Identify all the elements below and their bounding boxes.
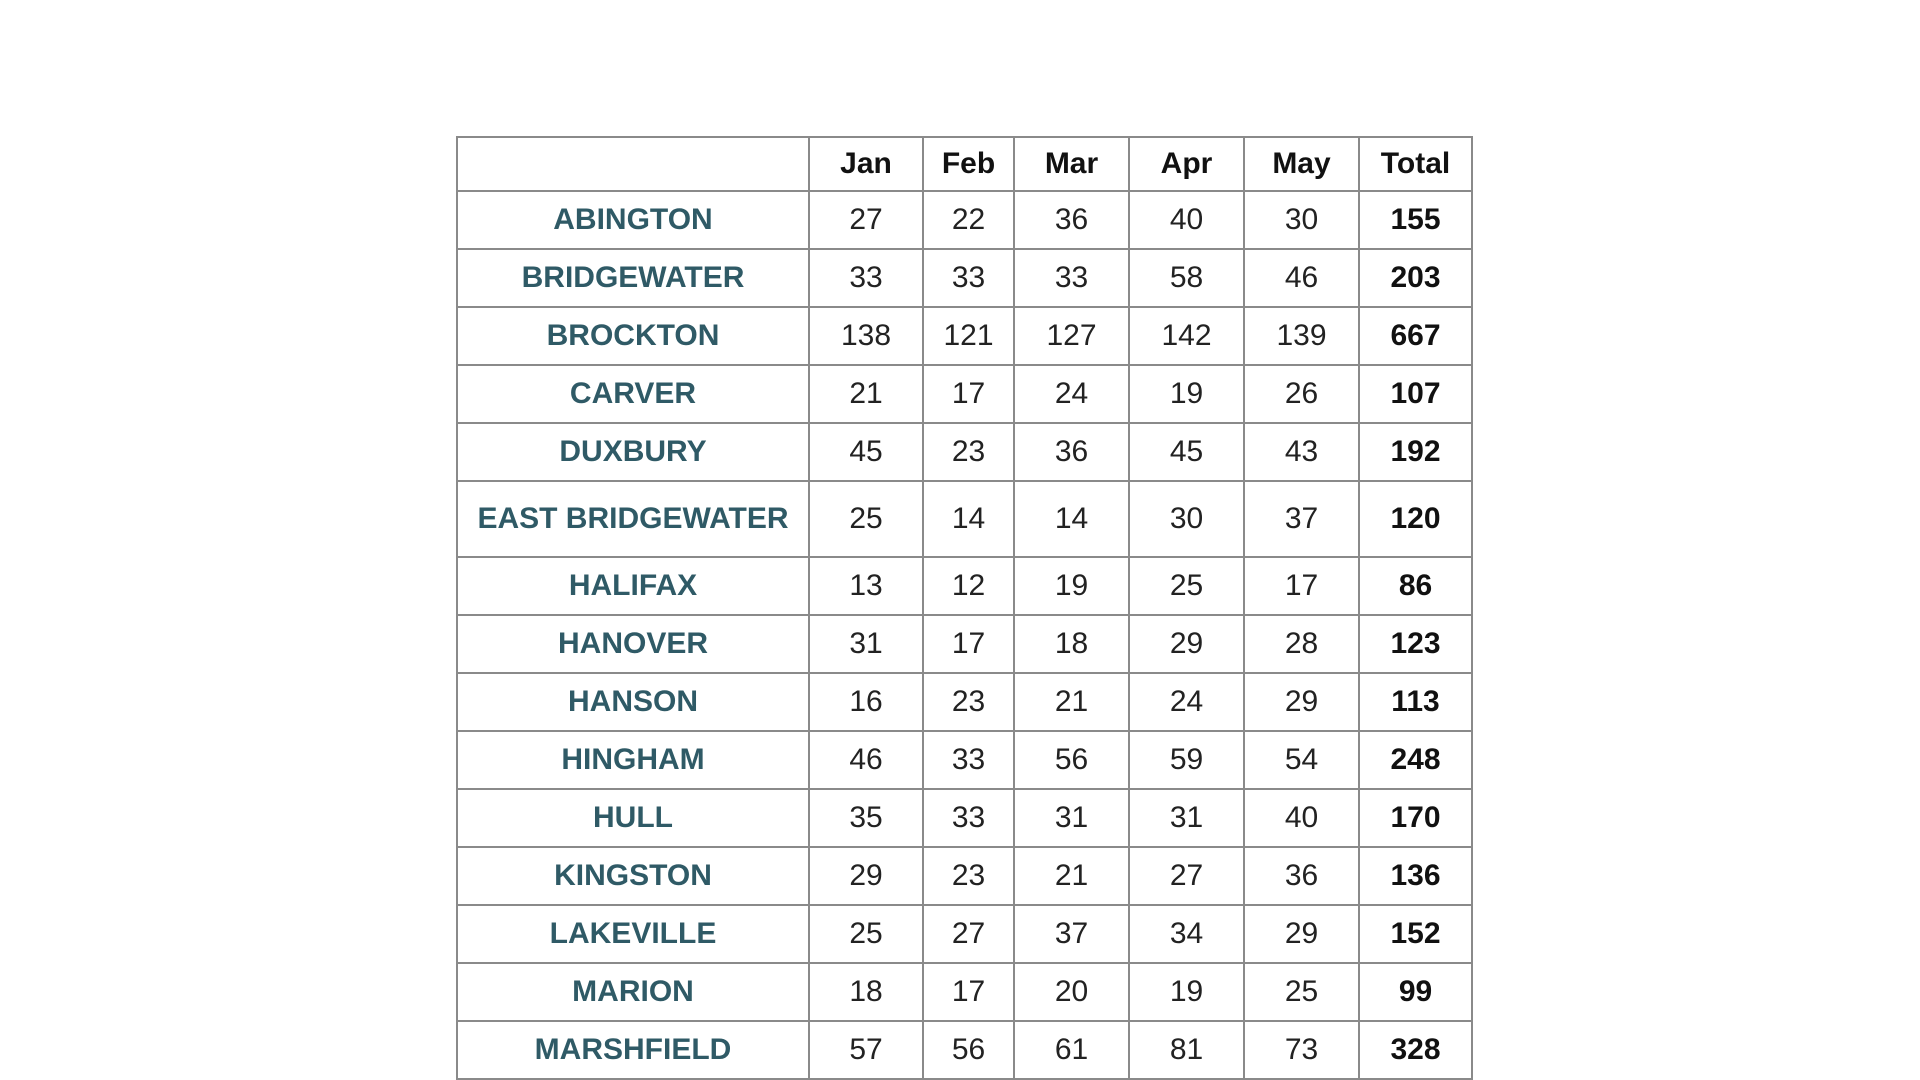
town-name: CARVER	[457, 365, 809, 423]
town-name: DUXBURY	[457, 423, 809, 481]
month-value: 36	[1014, 191, 1129, 249]
table-row	[457, 191, 1472, 249]
month-value: 23	[923, 673, 1014, 731]
month-value: 27	[809, 191, 923, 249]
town-name: HULL	[457, 789, 809, 847]
month-value: 56	[1014, 731, 1129, 789]
month-value: 45	[1129, 423, 1244, 481]
table-row	[457, 789, 1472, 847]
column-header: Jan	[809, 137, 923, 191]
town-name: BRIDGEWATER	[457, 249, 809, 307]
month-value: 31	[809, 615, 923, 673]
month-value: 14	[923, 481, 1014, 557]
month-value: 28	[1244, 615, 1359, 673]
column-header: Apr	[1129, 137, 1244, 191]
column-header: Feb	[923, 137, 1014, 191]
table-row	[457, 673, 1472, 731]
month-value: 46	[809, 731, 923, 789]
month-value: 40	[1244, 789, 1359, 847]
table-row	[457, 905, 1472, 963]
month-value: 46	[1244, 249, 1359, 307]
table-row	[457, 365, 1472, 423]
town-name: MARSHFIELD	[457, 1021, 809, 1079]
table-row	[457, 963, 1472, 1021]
month-value: 19	[1014, 557, 1129, 615]
month-value: 23	[923, 847, 1014, 905]
month-value: 81	[1129, 1021, 1244, 1079]
month-value: 14	[1014, 481, 1129, 557]
month-value: 34	[1129, 905, 1244, 963]
month-value: 19	[1129, 963, 1244, 1021]
town-name: HINGHAM	[457, 731, 809, 789]
row-total: 136	[1359, 847, 1472, 905]
month-value: 33	[923, 249, 1014, 307]
month-value: 36	[1014, 423, 1129, 481]
month-value: 21	[809, 365, 923, 423]
town-name: HANOVER	[457, 615, 809, 673]
month-value: 37	[1244, 481, 1359, 557]
row-total: 667	[1359, 307, 1472, 365]
column-header	[457, 137, 809, 191]
month-value: 33	[809, 249, 923, 307]
month-value: 25	[809, 481, 923, 557]
month-value: 17	[923, 963, 1014, 1021]
row-total: 120	[1359, 481, 1472, 557]
month-value: 73	[1244, 1021, 1359, 1079]
month-value: 18	[1014, 615, 1129, 673]
table-body	[457, 191, 1472, 1079]
table-row	[457, 307, 1472, 365]
month-value: 57	[809, 1021, 923, 1079]
month-value: 21	[1014, 847, 1129, 905]
month-value: 19	[1129, 365, 1244, 423]
month-value: 13	[809, 557, 923, 615]
row-total: 123	[1359, 615, 1472, 673]
month-value: 27	[923, 905, 1014, 963]
month-value: 27	[1129, 847, 1244, 905]
month-value: 25	[1244, 963, 1359, 1021]
town-name: HALIFAX	[457, 557, 809, 615]
month-value: 16	[809, 673, 923, 731]
table-row	[457, 557, 1472, 615]
town-name: LAKEVILLE	[457, 905, 809, 963]
header-row	[457, 137, 1472, 191]
month-value: 18	[809, 963, 923, 1021]
town-name: EAST BRIDGEWATER	[457, 481, 809, 557]
month-value: 30	[1129, 481, 1244, 557]
town-name: KINGSTON	[457, 847, 809, 905]
row-total: 107	[1359, 365, 1472, 423]
month-value: 23	[923, 423, 1014, 481]
table-row	[457, 847, 1472, 905]
table-row	[457, 481, 1472, 557]
month-value: 29	[1244, 673, 1359, 731]
row-total: 170	[1359, 789, 1472, 847]
month-value: 25	[809, 905, 923, 963]
month-value: 142	[1129, 307, 1244, 365]
row-total: 152	[1359, 905, 1472, 963]
town-name: HANSON	[457, 673, 809, 731]
month-value: 21	[1014, 673, 1129, 731]
month-value: 26	[1244, 365, 1359, 423]
month-value: 56	[923, 1021, 1014, 1079]
month-value: 45	[809, 423, 923, 481]
row-total: 155	[1359, 191, 1472, 249]
month-value: 33	[1014, 249, 1129, 307]
month-value: 33	[923, 731, 1014, 789]
row-total: 86	[1359, 557, 1472, 615]
town-name: MARION	[457, 963, 809, 1021]
month-value: 29	[1244, 905, 1359, 963]
row-total: 203	[1359, 249, 1472, 307]
table-row	[457, 423, 1472, 481]
table-row	[457, 249, 1472, 307]
month-value: 36	[1244, 847, 1359, 905]
month-value: 59	[1129, 731, 1244, 789]
month-value: 24	[1129, 673, 1244, 731]
month-value: 33	[923, 789, 1014, 847]
month-value: 58	[1129, 249, 1244, 307]
month-value: 29	[1129, 615, 1244, 673]
month-value: 22	[923, 191, 1014, 249]
month-value: 139	[1244, 307, 1359, 365]
column-header: May	[1244, 137, 1359, 191]
month-value: 20	[1014, 963, 1129, 1021]
month-value: 29	[809, 847, 923, 905]
town-name: BROCKTON	[457, 307, 809, 365]
month-value: 127	[1014, 307, 1129, 365]
table-row	[457, 615, 1472, 673]
month-value: 138	[809, 307, 923, 365]
town-name: ABINGTON	[457, 191, 809, 249]
month-value: 17	[923, 365, 1014, 423]
monthly-counts-table	[456, 136, 1473, 1080]
row-total: 248	[1359, 731, 1472, 789]
month-value: 31	[1014, 789, 1129, 847]
month-value: 35	[809, 789, 923, 847]
month-value: 25	[1129, 557, 1244, 615]
month-value: 54	[1244, 731, 1359, 789]
month-value: 37	[1014, 905, 1129, 963]
row-total: 192	[1359, 423, 1472, 481]
column-header: Mar	[1014, 137, 1129, 191]
month-value: 61	[1014, 1021, 1129, 1079]
month-value: 24	[1014, 365, 1129, 423]
month-value: 31	[1129, 789, 1244, 847]
row-total: 99	[1359, 963, 1472, 1021]
row-total: 113	[1359, 673, 1472, 731]
month-value: 17	[923, 615, 1014, 673]
month-value: 30	[1244, 191, 1359, 249]
month-value: 121	[923, 307, 1014, 365]
month-value: 17	[1244, 557, 1359, 615]
table-row	[457, 1021, 1472, 1079]
row-total: 328	[1359, 1021, 1472, 1079]
table-row	[457, 731, 1472, 789]
month-value: 40	[1129, 191, 1244, 249]
column-header: Total	[1359, 137, 1472, 191]
month-value: 43	[1244, 423, 1359, 481]
month-value: 12	[923, 557, 1014, 615]
